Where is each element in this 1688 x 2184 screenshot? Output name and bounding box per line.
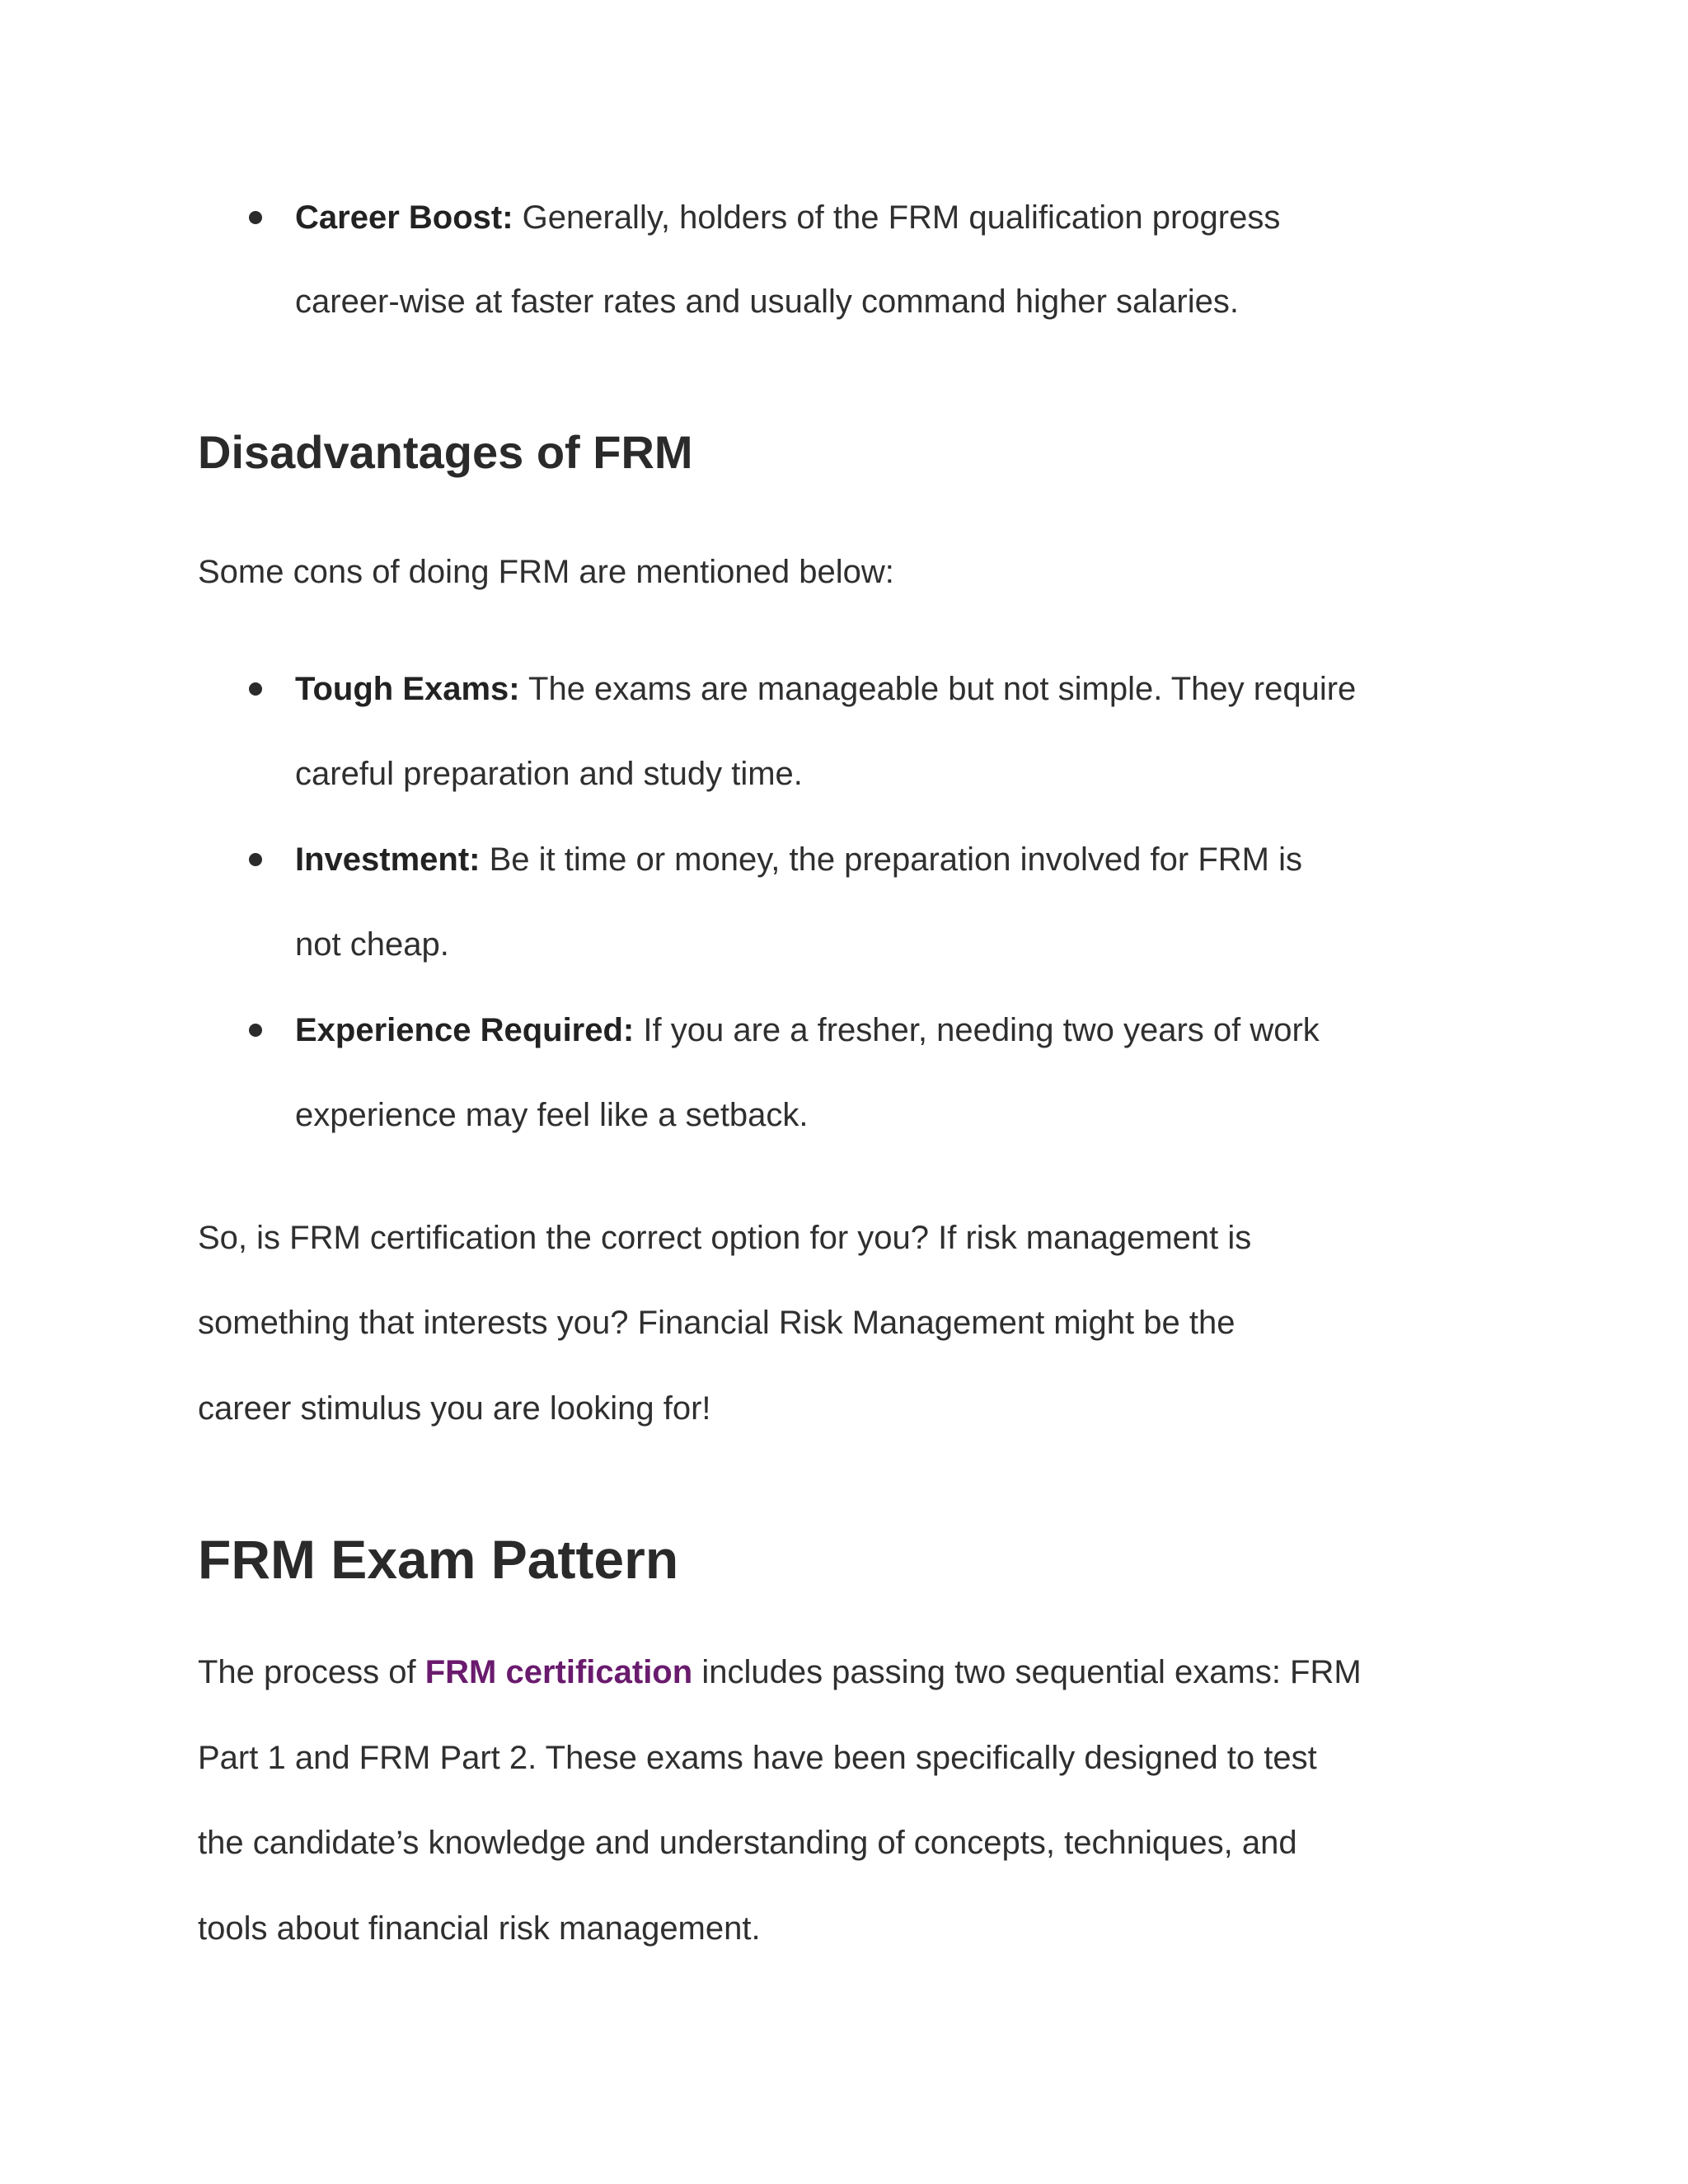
list-item-label: Career Boost: (295, 199, 513, 236)
exam-pattern-line: tools about financial risk management. (198, 1910, 761, 1947)
list-item-experience-required (295, 1009, 1320, 1052)
list-item-text: Be it time or money, the preparation involved for FRM is (489, 841, 1302, 878)
exam-pattern-line (198, 1651, 1362, 1694)
list-item-text: If you are a fresher, needing two years of work (643, 1012, 1320, 1048)
conclusion-line: So, is FRM certification the correct option for you? If risk management is (198, 1220, 1252, 1256)
bullet-icon (249, 211, 262, 224)
list-item-continuation: not cheap. (295, 926, 449, 963)
section-heading-disadvantages: Disadvantages of FRM (198, 426, 693, 478)
conclusion-line: something that interests you? Financial Risk Management might be the (198, 1305, 1236, 1341)
section-heading-exam-pattern: FRM Exam Pattern (198, 1529, 679, 1590)
exam-pattern-prefix: The process of (198, 1654, 416, 1690)
exam-pattern-line: Part 1 and FRM Part 2. These exams have been specifically designed to test (198, 1740, 1317, 1776)
conclusion-line: career stimulus you are looking for! (198, 1390, 711, 1427)
list-item-investment (295, 838, 1302, 881)
bullet-icon (249, 853, 262, 866)
list-item-career-boost (295, 196, 1280, 239)
list-item-label: Tough Exams: (295, 671, 520, 707)
exam-pattern-line: the candidate’s knowledge and understanding of concepts, techniques, and (198, 1825, 1297, 1861)
list-item-text: Generally, holders of the FRM qualification progress (522, 199, 1281, 236)
bullet-icon (249, 1024, 262, 1037)
frm-certification-link[interactable]: FRM certification (424, 1654, 693, 1690)
list-item-label: Experience Required: (295, 1012, 635, 1048)
list-item-continuation: experience may feel like a setback. (295, 1097, 809, 1133)
list-item-label: Investment: (295, 841, 481, 878)
exam-pattern-suffix: includes passing two sequential exams: FRM (701, 1654, 1362, 1690)
list-item-continuation: careful preparation and study time. (295, 756, 803, 792)
disadvantages-intro: Some cons of doing FRM are mentioned below: (198, 554, 894, 590)
list-item-tough-exams (295, 668, 1356, 710)
bullet-icon (249, 682, 262, 696)
list-item-continuation: career-wise at faster rates and usually command higher salaries. (295, 284, 1239, 320)
list-item-text: The exams are manageable but not simple. They require (528, 671, 1357, 707)
